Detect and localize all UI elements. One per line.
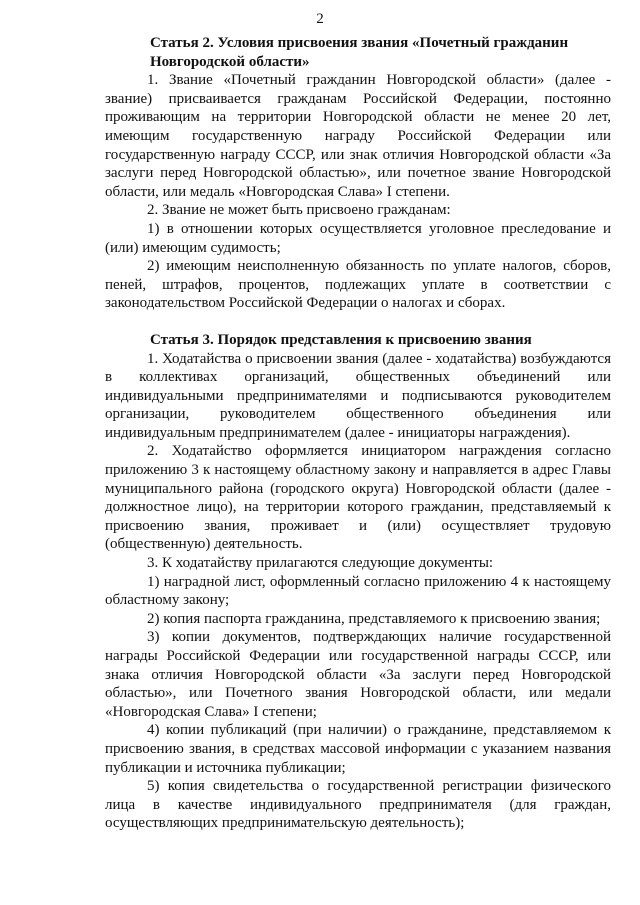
section-spacer [105,313,611,331]
paragraph: 2) имеющим неисполненную обязанность по уплате налогов, сборов, пеней, штрафов, процентов, подлежащих уплате в соответствии с законодательством Российской Федерации о налогах и сборах. [105,258,611,312]
page-number: 2 [316,11,324,27]
paragraph: 4) копии публикаций (при наличии) о гражданине, представляемом к присвоению звания, в средствах массовой информации с указанием названия публикации и источника публикации; [105,722,611,776]
article-3-heading [105,331,611,350]
paragraph: 2. Звание не может быть присвоено гражданам: [147,202,451,219]
paragraph: 1. Ходатайства о присвоении звания (далее - ходатайства) возбуждаются в коллективах организаций, общественных объединений или индивидуальными предпринимателями и подписываются руководителем организации, руководителем общественного объединения или индивидуальным предпринимателем (далее - инициаторы награждения). [105,350,611,441]
article-2-label: Статья 2. [150,35,214,51]
paragraph: 3) копии документов, подтверждающих наличие государственной награды Российской Федерации или государственной награды СССР, или знака отличия Новгородской области «За заслуги перед Новгородской областью», или Почетного звания Новгородской области, или медали «Новгородская Слава» I степени; [105,629,611,720]
article-2-body [105,71,611,313]
article-3-label: Статья 3. [150,331,214,348]
article-3-body [105,350,611,833]
paragraph: 5) копия свидетельства о государственной регистрации физического лица в качестве индивидуального предпринимателя (для граждан, осуществляющих предпринимательскую деятельность); [105,778,611,832]
paragraph: 2. Ходатайство оформляется инициатором награждения согласно приложению 3 к настоящему областному закону и направляется в адрес Главы муниципального района (городского округа) Новгородской области (далее - должностное лицо), на территории которого гражданин, представляемый к присвоению звания, проживает и (или) осуществляет трудовую (общественную) деятельность. [105,443,611,553]
paragraph: 1) в отношении которых осуществляется уголовное преследование и (или) имеющим судимость; [105,220,611,256]
article-3-title: Порядок представления к присвоению звания [217,331,532,348]
paragraph: 1) наградной лист, оформленный согласно приложению 4 к настоящему областному закону; [105,573,611,609]
document-body [105,34,611,833]
paragraph: 1. Звание «Почетный гражданин Новгородской области» (далее - звание) присваивается гражданам Российской Федерации, постоянно проживающим на территории Новгородской области не менее 20 лет, имеющим государственную награду Российской Федерации или государственную награду СССР, или знак отличия Новгородской области «За заслуги перед Новгородской областью», или почетное звание Новгородской области, или медаль «Новгородская Слава» I степени. [105,72,611,200]
paragraph: 3. К ходатайству прилагаются следующие документы: [147,555,494,572]
article-2-title: Условия присвоения звания «Почетный гражданин Новгородской области» [150,35,569,70]
paragraph: 2) копия паспорта гражданина, представляемого к присвоению звания; [147,610,601,627]
article-2-heading [105,34,611,71]
